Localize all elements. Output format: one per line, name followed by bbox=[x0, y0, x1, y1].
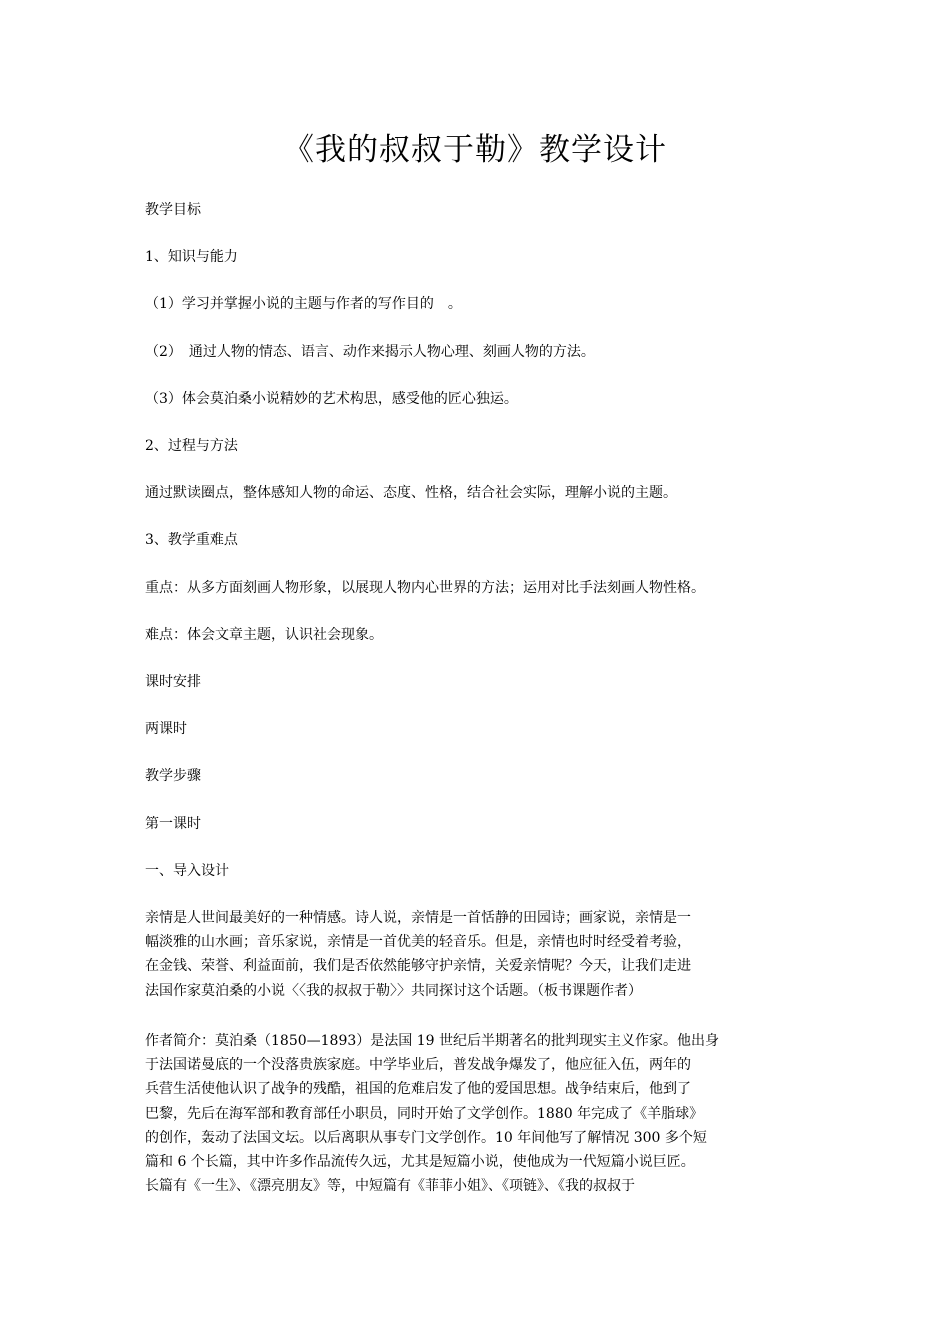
knowledge-item-1: （1）学习并掌握小说的主题与作者的写作目的 。 bbox=[145, 296, 462, 312]
schedule-text: 两课时 bbox=[145, 721, 187, 737]
process-heading: 2、过程与方法 bbox=[145, 438, 238, 454]
difficult-point: 难点：体会文章主题，认识社会现象。 bbox=[145, 627, 383, 643]
knowledge-item-3: （3）体会莫泊桑小说精妙的艺术构思，感受他的匠心独运。 bbox=[145, 391, 518, 407]
author-paragraph: 作者简介：莫泊桑（1850—1893）是法国 19 世纪后半期著名的批判现实主义作家。他出身 于法国诺曼底的一个没落贵族家庭。中学毕业后，普发战争爆发了，他应征入伍，两年的 兵营生活使他认识了战争的残酷，祖国的危难启发了他的爱国思想。战争结束后，他到了 巴黎，先后在海军部和教育部任小职员，同时开始了文学创作。1880 年完成了《羊脂球》 的创作，轰动了法国文坛。以后离职从事专门文学创作。10 年间他写了解情况 300 多个短 篇和 6 个长篇，其中许多作品流传久远，尤其是短篇小说，使他成为一代短篇小说巨匠。 长篇有《一生》、《漂亮朋友》等，中短篇有《菲菲小姐》、《项链》、《我的叔叔于 bbox=[145, 1033, 719, 1195]
steps-heading: 教学步骤 bbox=[145, 768, 201, 784]
intro-heading: 一、导入设计 bbox=[145, 863, 229, 879]
key-heading: 3、教学重难点 bbox=[145, 532, 238, 548]
knowledge-item-2: （2） 通过人物的情态、语言、动作来揭示人物心理、刻画人物的方法。 bbox=[145, 344, 595, 360]
schedule-heading: 课时安排 bbox=[145, 674, 201, 690]
goals-heading: 教学目标 bbox=[145, 202, 201, 218]
intro-paragraph: 亲情是人世间最美好的一种情感。诗人说，亲情是一首恬静的田园诗；画家说，亲情是一 幅淡雅的山水画；音乐家说，亲情是一首优美的轻音乐。但是，亲情也时时经受着考验， 在金钱、荣誉、利益面前，我们是否依然能够守护亲情，关爱亲情呢？今天，让我们走进 法国作家莫泊桑的小说〈〈我的叔叔于勒〉〉共同探讨这个话题。（板书课题作者） bbox=[145, 910, 691, 999]
process-text: 通过默读圈点，整体感知人物的命运、态度、性格，结合社会实际，理解小说的主题。 bbox=[145, 485, 677, 501]
first-lesson-heading: 第一课时 bbox=[145, 816, 201, 832]
knowledge-heading: 1、知识与能力 bbox=[145, 249, 238, 265]
document-title: 《我的叔叔于勒》教学设计 bbox=[283, 132, 667, 168]
key-point: 重点：从多方面刻画人物形象，以展现人物内心世界的方法；运用对比手法刻画人物性格。 bbox=[145, 580, 705, 596]
